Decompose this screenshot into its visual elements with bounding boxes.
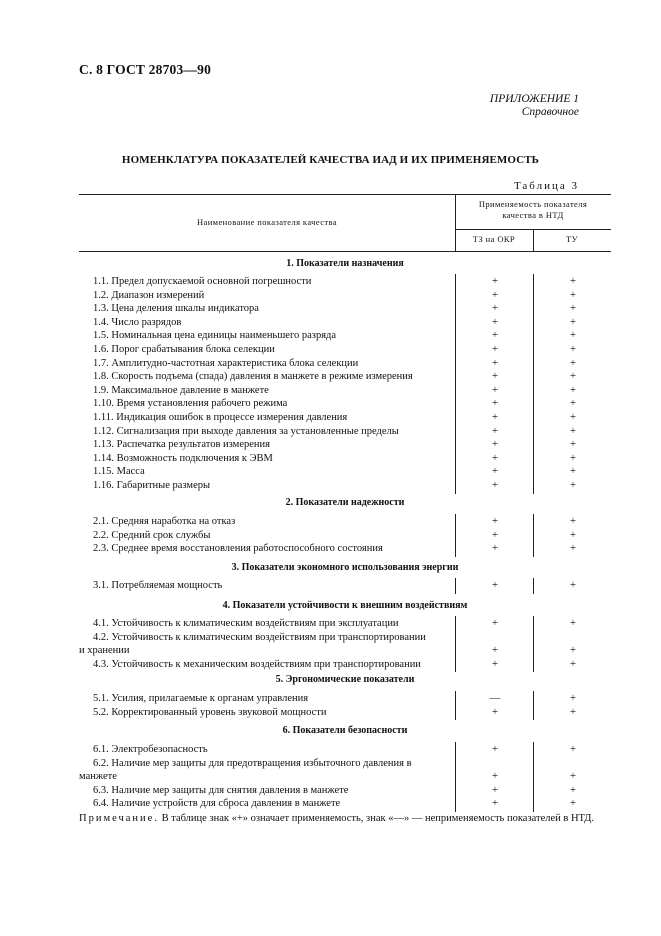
tu-applicability-mark: +: [569, 617, 577, 629]
tu-applicability-mark: +: [569, 644, 577, 657]
row-label-continuation: манжете: [79, 771, 117, 783]
tu-applicability-mark: +: [569, 579, 577, 591]
tu-applicability-mark: +: [569, 370, 577, 383]
tz-applicability-mark: +: [491, 479, 499, 491]
section-col-divider-tz: [455, 514, 456, 557]
tz-applicability-mark: +: [491, 783, 499, 796]
tu-applicability-mark: +: [569, 515, 577, 527]
tz-applicability-mark: +: [491, 465, 499, 478]
appendix-label: [490, 93, 579, 119]
row-label: 6.2. Наличие мер защиты для предотвращения избыточного давления в: [93, 757, 412, 769]
row-label: 2.1. Средняя наработка на отказ: [93, 516, 236, 527]
row-label: 4.1. Устойчивость к климатическим воздействиям при эксплуатации: [93, 618, 399, 629]
note-text: В таблице знак «+» означает применяемость, знак «—» — неприменяемость показателей в НТД.: [158, 813, 595, 824]
column-header-applicability-line1: Применяемость показателя: [478, 199, 588, 209]
tz-applicability-mark: +: [491, 397, 499, 410]
tz-applicability-mark: +: [491, 797, 499, 810]
row-label: 1.8. Скорость подъема (спада) давления в манжете в режиме измерения: [93, 371, 413, 383]
row-label: 4.2. Устойчивость к климатическим воздействиям при транспортировании: [93, 631, 426, 643]
page-header: С. 8 ГОСТ 28703—90: [79, 62, 212, 77]
row-label: 2.2. Средний срок службы: [93, 529, 211, 541]
tu-applicability-mark: +: [569, 528, 577, 541]
tu-applicability-mark: +: [569, 451, 577, 464]
tu-applicability-mark: +: [569, 397, 577, 410]
row-label: 1.15. Масса: [93, 466, 145, 478]
tu-applicability-mark: +: [569, 542, 577, 555]
tu-applicability-mark: +: [569, 411, 577, 423]
note-label: Примечание.: [79, 813, 159, 824]
tu-applicability-mark: +: [569, 383, 577, 396]
table-label: Таблица 3: [513, 180, 579, 192]
column-header-tz: ТЗ на ОКР: [472, 234, 516, 244]
tu-applicability-mark: +: [569, 783, 577, 796]
tu-applicability-mark: +: [569, 657, 577, 670]
tz-applicability-mark: +: [491, 579, 499, 591]
row-label: 1.14. Возможность подключения к ЭВМ: [93, 452, 273, 464]
tu-applicability-mark: +: [569, 692, 577, 704]
row-label-continuation: и хранении: [79, 645, 130, 657]
tu-applicability-mark: +: [569, 705, 577, 718]
section-col-divider-tu: [533, 691, 534, 720]
tu-applicability-mark: +: [569, 288, 577, 301]
row-label: 1.13. Распечатка результатов измерения: [93, 439, 270, 451]
tz-applicability-mark: +: [491, 302, 499, 315]
section-title: 3. Показатели экономного использования энергии: [231, 562, 459, 573]
tu-applicability-mark: +: [569, 479, 577, 491]
column-header-name: Наименование показателя качества: [197, 217, 337, 227]
tz-applicability-mark: +: [491, 356, 499, 369]
section-col-divider-tu: [533, 274, 534, 494]
row-label: 1.5. Номинальная цена единицы наименьшего разряда: [93, 330, 337, 342]
row-label: 1.7. Амплитудно-частотная характеристика блока селекции: [93, 357, 359, 369]
section-col-divider-tz: [455, 691, 456, 720]
tu-applicability-mark: +: [569, 424, 577, 437]
row-label: 5.1. Усилия, прилагаемые к органам управления: [93, 693, 309, 704]
tz-applicability-mark: +: [491, 770, 499, 783]
tu-applicability-mark: +: [569, 315, 577, 328]
row-label: 1.9. Максимальное давление в манжете: [93, 384, 269, 396]
section-col-divider-tz: [455, 274, 456, 494]
tz-applicability-mark: +: [491, 743, 499, 755]
row-label: 1.2. Диапазон измерений: [93, 289, 205, 301]
tz-applicability-mark: +: [491, 424, 499, 437]
tz-applicability-mark: +: [491, 451, 499, 464]
appendix-title: ПРИЛОЖЕНИЕ 1: [489, 93, 579, 105]
section-title: 1. Показатели назначения: [286, 258, 404, 269]
tu-applicability-mark: +: [569, 343, 577, 355]
tz-applicability-mark: +: [491, 288, 499, 301]
tz-applicability-mark: +: [491, 617, 499, 629]
tz-applicability-mark: +: [491, 542, 499, 555]
tu-applicability-mark: +: [569, 302, 577, 315]
table-top-border: [79, 194, 611, 195]
section-title: 4. Показатели устойчивости к внешним воздействиям: [222, 600, 468, 611]
appendix-subtitle: Справочное: [521, 106, 579, 118]
column-header-tu: ТУ: [565, 234, 578, 244]
tu-applicability-mark: +: [569, 275, 577, 287]
tz-applicability-mark: +: [491, 528, 499, 541]
row-label: 1.4. Число разрядов: [93, 316, 182, 328]
row-label: 1.16. Габаритные размеры: [93, 480, 211, 491]
tz-applicability-mark: +: [491, 315, 499, 328]
row-label: 3.1. Потребляемая мощность: [93, 580, 223, 591]
tz-applicability-mark: +: [491, 515, 499, 527]
table-note: [79, 812, 619, 826]
row-label: 1.1. Предел допускаемой основной погрешности: [93, 276, 312, 287]
row-label: 1.6. Порог срабатывания блока селекции: [93, 344, 275, 355]
tu-applicability-mark: +: [569, 438, 577, 451]
row-label: 4.3. Устойчивость к механическим воздействиям при транспортировании: [93, 658, 421, 670]
tz-applicability-mark: +: [491, 370, 499, 383]
section-title: 6. Показатели безопасности: [282, 725, 408, 736]
tz-applicability-mark: +: [491, 275, 499, 287]
section-title: 2. Показатели надежности: [285, 497, 405, 508]
section-col-divider-tz: [455, 616, 456, 672]
tu-applicability-mark: +: [569, 465, 577, 478]
tz-applicability-mark: +: [491, 383, 499, 396]
tz-applicability-mark: —: [489, 692, 501, 704]
tz-applicability-mark: +: [491, 644, 499, 657]
section-col-divider-tz: [455, 742, 456, 812]
row-label: 6.3. Наличие мер защиты для снятия давления в манжете: [93, 784, 349, 796]
row-label: 5.2. Корректированный уровень звуковой мощности: [93, 706, 327, 718]
section-col-divider-tu: [533, 742, 534, 812]
row-label: 1.11. Индикация ошибок в процессе измерения давления: [93, 412, 348, 423]
document-title: НОМЕНКЛАТУРА ПОКАЗАТЕЛЕЙ КАЧЕСТВА ИАД И ИХ ПРИМЕНЯЕМОСТЬ: [121, 154, 540, 166]
tu-applicability-mark: +: [569, 743, 577, 755]
row-label: 2.3. Среднее время восстановления работоспособного состояния: [93, 543, 383, 555]
section-col-divider-tu: [533, 514, 534, 557]
row-label: 6.4. Наличие устройств для сброса давления в манжете: [93, 798, 341, 810]
tu-applicability-mark: +: [569, 797, 577, 810]
tu-applicability-mark: +: [569, 770, 577, 783]
tz-applicability-mark: +: [491, 343, 499, 355]
tu-applicability-mark: +: [569, 356, 577, 369]
tz-applicability-mark: +: [491, 411, 499, 423]
row-label: 6.1. Электробезопасность: [93, 744, 208, 755]
tz-applicability-mark: +: [491, 657, 499, 670]
tz-applicability-mark: +: [491, 329, 499, 342]
section-col-divider-tu: [533, 578, 534, 594]
tz-applicability-mark: +: [491, 438, 499, 451]
tz-applicability-mark: +: [491, 705, 499, 718]
row-label: 1.12. Сигнализация при выходе давления за установленные пределы: [93, 425, 399, 437]
column-header-applicability-line2: качества в НТД: [502, 210, 564, 220]
row-label: 1.10. Время установления рабочего режима: [93, 398, 288, 410]
header-bottom-border: [79, 251, 611, 252]
row-label: 1.3. Цена деления шкалы индикатора: [93, 303, 259, 315]
column-header-applicability: [455, 199, 611, 221]
section-col-divider-tz: [455, 578, 456, 594]
section-col-divider-tu: [533, 616, 534, 672]
tu-applicability-mark: +: [569, 329, 577, 342]
section-title: 5. Эргономические показатели: [275, 674, 415, 685]
